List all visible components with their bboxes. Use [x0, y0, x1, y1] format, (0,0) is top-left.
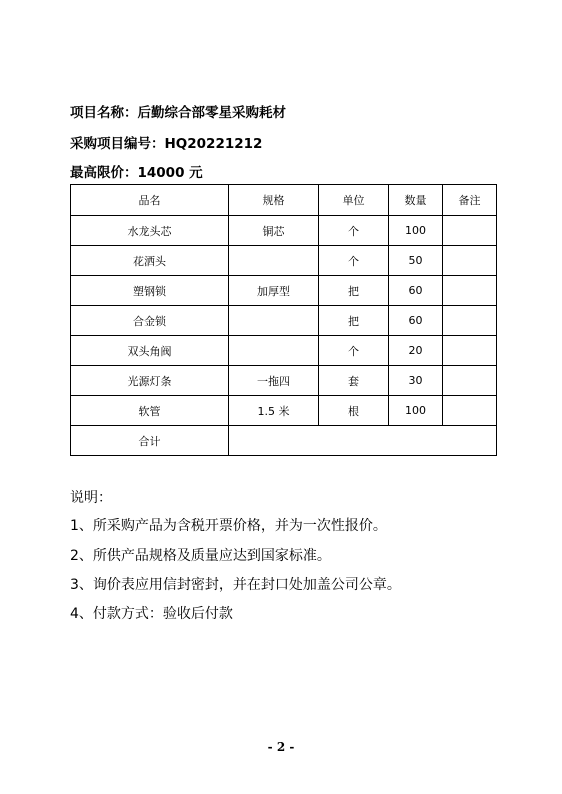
project-number-line: 采购项目编号：HQ20221212 — [70, 136, 263, 152]
header-note: 备注 — [443, 185, 497, 216]
cell-unit: 把 — [319, 306, 389, 336]
note-item: 3、询价表应用信封密封，并在封口处加盖公司公章。 — [70, 577, 401, 593]
header-unit: 单位 — [319, 185, 389, 216]
cell-note — [443, 276, 497, 306]
cell-unit: 根 — [319, 396, 389, 426]
table-row — [71, 246, 497, 276]
cell-name: 光源灯条 — [71, 366, 229, 396]
cell-unit: 套 — [319, 366, 389, 396]
cell-qty: 20 — [389, 336, 443, 366]
project-name-line: 项目名称：后勤综合部零星采购耗材 — [70, 105, 286, 121]
cell-note — [443, 306, 497, 336]
cell-spec — [229, 336, 319, 366]
cell-name: 塑钢锁 — [71, 276, 229, 306]
notes-title: 说明： — [70, 490, 112, 506]
header-name: 品名 — [71, 185, 229, 216]
cell-qty: 100 — [389, 396, 443, 426]
cell-qty: 30 — [389, 366, 443, 396]
cell-spec: 一拖四 — [229, 366, 319, 396]
page-number: - 2 - — [267, 740, 295, 754]
cell-qty: 100 — [389, 216, 443, 246]
note-item: 1、所采购产品为含税开票价格，并为一次性报价。 — [70, 518, 387, 534]
table-row — [71, 276, 497, 306]
cell-name: 软管 — [71, 396, 229, 426]
cell-spec: 1.5 米 — [229, 396, 319, 426]
cell-qty: 60 — [389, 276, 443, 306]
note-item: 4、付款方式：验收后付款 — [70, 606, 233, 622]
table-row — [71, 336, 497, 366]
table-row — [71, 216, 497, 246]
cell-name: 合金锁 — [71, 306, 229, 336]
max-price-line: 最高限价：14000 元 — [70, 165, 203, 181]
cell-qty: 60 — [389, 306, 443, 336]
table-row — [71, 366, 497, 396]
cell-unit: 把 — [319, 276, 389, 306]
cell-note — [443, 336, 497, 366]
header-qty: 数量 — [389, 185, 443, 216]
cell-note — [443, 366, 497, 396]
note-item: 2、所供产品规格及质量应达到国家标准。 — [70, 548, 331, 564]
cell-note — [443, 246, 497, 276]
cell-spec — [229, 306, 319, 336]
items-table — [70, 184, 497, 456]
cell-qty: 50 — [389, 246, 443, 276]
cell-note — [443, 216, 497, 246]
cell-unit: 个 — [319, 246, 389, 276]
cell-name: 花洒头 — [71, 246, 229, 276]
table-row — [71, 396, 497, 426]
header-spec: 规格 — [229, 185, 319, 216]
cell-spec — [229, 246, 319, 276]
total-value — [229, 426, 497, 456]
cell-spec: 铜芯 — [229, 216, 319, 246]
cell-name: 水龙头芯 — [71, 216, 229, 246]
cell-note — [443, 396, 497, 426]
cell-spec: 加厚型 — [229, 276, 319, 306]
table-header-row — [71, 185, 497, 216]
total-row — [71, 426, 497, 456]
cell-unit: 个 — [319, 336, 389, 366]
total-label: 合计 — [71, 426, 229, 456]
table-row — [71, 306, 497, 336]
cell-name: 双头角阀 — [71, 336, 229, 366]
cell-unit: 个 — [319, 216, 389, 246]
